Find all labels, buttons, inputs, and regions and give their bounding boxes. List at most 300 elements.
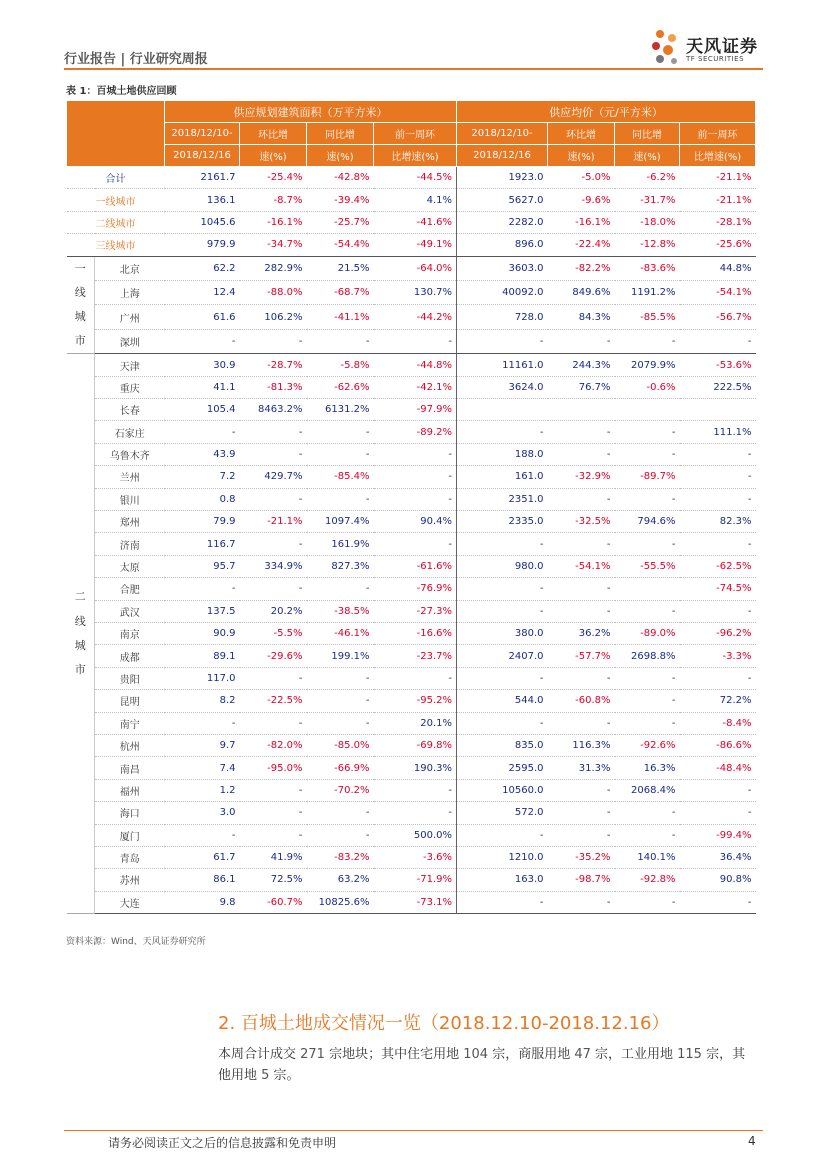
paragraph-text: 本周合计成交 — [218, 1047, 301, 1062]
value-cell: -44.8% — [374, 354, 457, 376]
value-cell: 12.4 — [165, 281, 240, 305]
value-cell: -85.5% — [615, 305, 680, 329]
sub-header-cell: 2018/12/10- — [457, 123, 548, 145]
value-cell: -81.3% — [240, 376, 307, 398]
value-cell: 72.2% — [680, 690, 756, 712]
value-cell: - — [240, 488, 307, 510]
value-cell: -89.2% — [374, 421, 457, 443]
value-cell: -95.2% — [374, 690, 457, 712]
value-cell: - — [680, 779, 756, 801]
value-cell: - — [457, 533, 548, 555]
value-cell: -55.5% — [615, 555, 680, 577]
company-logo — [650, 28, 770, 70]
value-cell: 10560.0 — [457, 779, 548, 801]
value-cell: - — [165, 578, 240, 600]
footer-rule — [64, 1130, 763, 1131]
sub-header-cell: 2018/12/16 — [165, 145, 240, 167]
summary-name: 二线城市 — [67, 211, 165, 233]
value-cell: - — [548, 443, 615, 465]
value-cell: - — [307, 712, 374, 734]
value-cell: 500.0% — [374, 824, 457, 846]
value-cell: - — [307, 488, 374, 510]
tier2-city-row — [67, 533, 756, 555]
value-cell: -42.8% — [307, 167, 374, 189]
city-name: 上海 — [95, 281, 165, 305]
value-cell: 90.9 — [165, 623, 240, 645]
value-cell: 20.1% — [374, 712, 457, 734]
tier2-city-row — [67, 667, 756, 689]
value-cell: - — [240, 421, 307, 443]
value-cell: -0.6% — [615, 376, 680, 398]
value-cell: -99.4% — [680, 824, 756, 846]
value-cell: 728.0 — [457, 305, 548, 329]
value-cell: -35.2% — [548, 846, 615, 868]
value-cell: -12.8% — [615, 234, 680, 256]
value-cell: -46.1% — [307, 623, 374, 645]
tier2-city-row — [67, 600, 756, 622]
value-cell: - — [374, 667, 457, 689]
value-cell: -41.1% — [307, 305, 374, 329]
value-cell: 36.2% — [548, 623, 615, 645]
value-cell: -25.7% — [307, 211, 374, 233]
value-cell: - — [165, 421, 240, 443]
tier1-city-row — [67, 305, 756, 329]
value-cell: - — [374, 443, 457, 465]
value-cell: - — [548, 667, 615, 689]
value-cell: - — [374, 329, 457, 353]
value-cell: -27.3% — [374, 600, 457, 622]
count-value: 5 — [261, 1068, 270, 1083]
value-cell: 79.9 — [165, 511, 240, 533]
value-cell: - — [615, 421, 680, 443]
value-cell: -5.8% — [307, 354, 374, 376]
value-cell: -38.5% — [307, 600, 374, 622]
city-name: 昆明 — [95, 690, 165, 712]
city-name: 杭州 — [95, 734, 165, 756]
value-cell: 9.8 — [165, 891, 240, 913]
value-cell: 1045.6 — [165, 211, 240, 233]
city-name: 兰州 — [95, 466, 165, 488]
value-cell: 835.0 — [457, 734, 548, 756]
value-cell: 2079.9% — [615, 354, 680, 376]
value-cell: - — [457, 329, 548, 353]
paragraph-text: 宗，工业用地 — [590, 1047, 678, 1062]
value-cell: -89.0% — [615, 623, 680, 645]
footer-disclaimer: 请务必阅读正文之后的信息披露和免责申明 — [108, 1136, 337, 1150]
value-cell: - — [457, 891, 548, 913]
value-cell: - — [457, 578, 548, 600]
value-cell: 3603.0 — [457, 256, 548, 280]
value-cell: 244.3% — [548, 354, 615, 376]
value-cell: - — [615, 824, 680, 846]
summary-row — [67, 211, 756, 233]
city-name: 福州 — [95, 779, 165, 801]
value-cell: 44.8% — [680, 256, 756, 280]
value-cell: - — [548, 824, 615, 846]
value-cell: - — [680, 443, 756, 465]
tier2-city-row — [67, 623, 756, 645]
value-cell: 137.5 — [165, 600, 240, 622]
value-cell: 282.9% — [240, 256, 307, 280]
sub-header-cell: 2018/12/16 — [457, 145, 548, 167]
tier2-city-row — [67, 645, 756, 667]
tier2-group-label: 二 线 城 市 — [67, 354, 95, 914]
value-cell: - — [680, 329, 756, 353]
tier2-city-row — [67, 511, 756, 533]
section-title: 2. 百城土地成交情况一览（2018.12.10-2018.12.16） — [218, 1013, 670, 1034]
value-cell: 41.9% — [240, 846, 307, 868]
value-cell: -60.7% — [240, 891, 307, 913]
tier2-city-row — [67, 779, 756, 801]
value-cell: 136.1 — [165, 189, 240, 211]
logo-name-en: TF SECURITIES — [686, 55, 745, 63]
city-name: 重庆 — [95, 376, 165, 398]
value-cell: -6.2% — [615, 167, 680, 189]
tier2-city-row — [67, 488, 756, 510]
value-cell: - — [615, 443, 680, 465]
count-value: 47 — [574, 1047, 591, 1062]
tier2-city-row — [67, 466, 756, 488]
table-sub-header-row — [67, 123, 756, 145]
value-cell: 82.3% — [680, 511, 756, 533]
value-cell — [548, 399, 615, 421]
value-cell: 84.3% — [548, 305, 615, 329]
tier2-city-row — [67, 802, 756, 824]
value-cell: - — [240, 443, 307, 465]
tier2-city-row — [67, 712, 756, 734]
value-cell: -8.4% — [680, 712, 756, 734]
value-cell: -16.1% — [240, 211, 307, 233]
summary-row — [67, 234, 756, 256]
logo-name-cn: 天风证券 — [686, 37, 758, 57]
value-cell: 163.0 — [457, 869, 548, 891]
value-cell: -82.0% — [240, 734, 307, 756]
value-cell: - — [615, 891, 680, 913]
value-cell: -44.2% — [374, 305, 457, 329]
value-cell: - — [615, 600, 680, 622]
value-cell: 90.8% — [680, 869, 756, 891]
value-cell: - — [307, 802, 374, 824]
summary-name: 合计 — [67, 167, 165, 189]
value-cell: - — [307, 578, 374, 600]
value-cell: -61.6% — [374, 555, 457, 577]
value-cell: -83.6% — [615, 256, 680, 280]
header-area-group: 供应规划建筑面积（万平方米） — [165, 101, 457, 123]
value-cell: -5.5% — [240, 623, 307, 645]
value-cell: - — [165, 824, 240, 846]
tier2-city-row — [67, 734, 756, 756]
value-cell: -18.0% — [615, 211, 680, 233]
value-cell: -44.5% — [374, 167, 457, 189]
tier2-city-row — [67, 757, 756, 779]
value-cell: 544.0 — [457, 690, 548, 712]
value-cell: 8.2 — [165, 690, 240, 712]
value-cell: - — [240, 802, 307, 824]
value-cell: 10825.6% — [307, 891, 374, 913]
tier2-city-row — [67, 555, 756, 577]
value-cell: -42.1% — [374, 376, 457, 398]
value-cell: -54.1% — [680, 281, 756, 305]
value-cell: 7.4 — [165, 757, 240, 779]
city-name: 厦门 — [95, 824, 165, 846]
value-cell: -31.7% — [615, 189, 680, 211]
summary-row — [67, 167, 756, 189]
value-cell: -73.1% — [374, 891, 457, 913]
value-cell: -16.1% — [548, 211, 615, 233]
value-cell: 1.2 — [165, 779, 240, 801]
value-cell — [615, 399, 680, 421]
value-cell: -32.5% — [548, 511, 615, 533]
city-name: 太原 — [95, 555, 165, 577]
value-cell: -5.0% — [548, 167, 615, 189]
value-cell: - — [457, 600, 548, 622]
value-cell: -85.4% — [307, 466, 374, 488]
value-cell: -28.7% — [240, 354, 307, 376]
value-cell: 827.3% — [307, 555, 374, 577]
value-cell: - — [615, 802, 680, 824]
value-cell: 61.6 — [165, 305, 240, 329]
value-cell: -21.1% — [680, 189, 756, 211]
value-cell: 1210.0 — [457, 846, 548, 868]
value-cell: 20.2% — [240, 600, 307, 622]
sub-header-cell: 环比增 — [548, 123, 615, 145]
value-cell: - — [680, 600, 756, 622]
value-cell: 43.9 — [165, 443, 240, 465]
city-name: 青岛 — [95, 846, 165, 868]
count-value: 104 — [463, 1047, 489, 1062]
header-corner — [67, 101, 165, 167]
value-cell: -57.7% — [548, 645, 615, 667]
city-name: 合肥 — [95, 578, 165, 600]
value-cell: -29.6% — [240, 645, 307, 667]
city-name: 广州 — [95, 305, 165, 329]
value-cell: 5627.0 — [457, 189, 548, 211]
value-cell: 61.7 — [165, 846, 240, 868]
value-cell: -56.7% — [680, 305, 756, 329]
city-name: 南宁 — [95, 712, 165, 734]
value-cell: -96.2% — [680, 623, 756, 645]
value-cell: - — [548, 802, 615, 824]
value-cell: -62.6% — [307, 376, 374, 398]
value-cell — [680, 399, 756, 421]
value-cell: 41.1 — [165, 376, 240, 398]
value-cell: - — [615, 488, 680, 510]
value-cell: -71.9% — [374, 869, 457, 891]
value-cell: -74.5% — [680, 578, 756, 600]
tier2-city-row — [67, 869, 756, 891]
sub-header-cell: 速(%) — [307, 145, 374, 167]
value-cell: 1097.4% — [307, 511, 374, 533]
value-cell — [457, 399, 548, 421]
city-name: 贵阳 — [95, 667, 165, 689]
city-name: 石家庄 — [95, 421, 165, 443]
value-cell: - — [615, 712, 680, 734]
value-cell: 116.3% — [548, 734, 615, 756]
report-category: 行业报告 | 行业研究周报 — [64, 52, 208, 67]
value-cell: -86.6% — [680, 734, 756, 756]
value-cell: 0.8 — [165, 488, 240, 510]
summary-name: 三线城市 — [67, 234, 165, 256]
value-cell: 16.3% — [615, 757, 680, 779]
table-title: 表 1：百城土地供应回顾 — [66, 86, 177, 97]
value-cell: 794.6% — [615, 511, 680, 533]
value-cell: 896.0 — [457, 234, 548, 256]
city-name: 苏州 — [95, 869, 165, 891]
value-cell: 2595.0 — [457, 757, 548, 779]
tier2-city-row — [67, 354, 756, 376]
paragraph-text: 宗。 — [269, 1068, 300, 1083]
tier2-city-row — [67, 399, 756, 421]
sub-header-cell: 同比增 — [615, 123, 680, 145]
page-number: 4 — [748, 1134, 756, 1148]
tier1-city-row — [67, 256, 756, 280]
city-name: 长春 — [95, 399, 165, 421]
tier2-city-row — [67, 443, 756, 465]
sub-header-cell: 2018/12/10- — [165, 123, 240, 145]
value-cell: - — [240, 667, 307, 689]
tier2-city-row — [67, 846, 756, 868]
land-supply-table — [66, 100, 756, 914]
value-cell: 188.0 — [457, 443, 548, 465]
value-cell: 429.7% — [240, 466, 307, 488]
value-cell: -82.2% — [548, 256, 615, 280]
value-cell: 2407.0 — [457, 645, 548, 667]
value-cell: 1191.2% — [615, 281, 680, 305]
value-cell: 72.5% — [240, 869, 307, 891]
value-cell: - — [548, 488, 615, 510]
value-cell: -21.1% — [680, 167, 756, 189]
sub-header-cell: 前一周环 — [680, 123, 756, 145]
value-cell: 111.1% — [680, 421, 756, 443]
sub-header-cell: 速(%) — [240, 145, 307, 167]
value-cell: - — [548, 779, 615, 801]
value-cell: - — [374, 779, 457, 801]
value-cell: - — [457, 824, 548, 846]
sub-header-cell: 速(%) — [548, 145, 615, 167]
value-cell: - — [240, 824, 307, 846]
value-cell: -92.8% — [615, 869, 680, 891]
value-cell: 380.0 — [457, 623, 548, 645]
value-cell: 2351.0 — [457, 488, 548, 510]
value-cell: 1923.0 — [457, 167, 548, 189]
tier2-city-row — [67, 891, 756, 913]
value-cell: 2068.4% — [615, 779, 680, 801]
value-cell: -69.8% — [374, 734, 457, 756]
value-cell: 2282.0 — [457, 211, 548, 233]
city-name: 深圳 — [95, 329, 165, 353]
value-cell: -53.6% — [680, 354, 756, 376]
value-cell: - — [165, 712, 240, 734]
value-cell: 140.1% — [615, 846, 680, 868]
value-cell: -32.9% — [548, 466, 615, 488]
value-cell: 116.7 — [165, 533, 240, 555]
value-cell — [615, 578, 680, 600]
value-cell: -9.6% — [548, 189, 615, 211]
value-cell: - — [307, 667, 374, 689]
value-cell: -85.0% — [307, 734, 374, 756]
value-cell: 849.6% — [548, 281, 615, 305]
value-cell: 63.2% — [307, 869, 374, 891]
tier1-city-row — [67, 329, 756, 353]
value-cell: 2335.0 — [457, 511, 548, 533]
value-cell: -88.0% — [240, 281, 307, 305]
paragraph-text: 宗，商服用地 — [488, 1047, 575, 1062]
city-name: 北京 — [95, 256, 165, 280]
value-cell: -95.0% — [240, 757, 307, 779]
value-cell: - — [548, 712, 615, 734]
count-value: 115 — [677, 1047, 702, 1062]
section-paragraph — [218, 1044, 758, 1086]
value-cell: 190.3% — [374, 757, 457, 779]
tier1-group-label: 一 线 城 市 — [67, 256, 95, 354]
value-cell: - — [307, 443, 374, 465]
sub-header-cell: 比增速(%) — [374, 145, 457, 167]
value-cell: - — [307, 824, 374, 846]
value-cell: -83.2% — [307, 846, 374, 868]
value-cell: 979.9 — [165, 234, 240, 256]
value-cell: - — [548, 329, 615, 353]
value-cell: - — [240, 329, 307, 353]
value-cell: 11161.0 — [457, 354, 548, 376]
value-cell: 4.1% — [374, 189, 457, 211]
tier2-city-row — [67, 578, 756, 600]
value-cell: -3.3% — [680, 645, 756, 667]
tier2-city-row — [67, 824, 756, 846]
value-cell: 2161.7 — [165, 167, 240, 189]
tier2-city-row — [67, 690, 756, 712]
sub-header-cell: 比增速(%) — [680, 145, 756, 167]
city-name: 乌鲁木齐 — [95, 443, 165, 465]
value-cell: -22.4% — [548, 234, 615, 256]
value-cell: - — [307, 690, 374, 712]
value-cell: - — [548, 421, 615, 443]
value-cell: - — [374, 533, 457, 555]
city-name: 成都 — [95, 645, 165, 667]
value-cell: 980.0 — [457, 555, 548, 577]
value-cell: - — [680, 802, 756, 824]
city-name: 济南 — [95, 533, 165, 555]
value-cell: - — [680, 891, 756, 913]
city-name: 天津 — [95, 354, 165, 376]
table-source: 资料来源：Wind、天风证券研究所 — [66, 937, 206, 947]
tier1-city-row — [67, 281, 756, 305]
value-cell: - — [548, 578, 615, 600]
value-cell: 62.2 — [165, 256, 240, 280]
value-cell: - — [615, 690, 680, 712]
value-cell: -25.6% — [680, 234, 756, 256]
value-cell: - — [307, 329, 374, 353]
value-cell: 105.4 — [165, 399, 240, 421]
value-cell: -64.0% — [374, 256, 457, 280]
value-cell: 21.5% — [307, 256, 374, 280]
value-cell: 9.7 — [165, 734, 240, 756]
value-cell: -60.8% — [548, 690, 615, 712]
value-cell: 6131.2% — [307, 399, 374, 421]
value-cell: 89.1 — [165, 645, 240, 667]
value-cell: - — [548, 533, 615, 555]
value-cell: 334.9% — [240, 555, 307, 577]
value-cell: - — [457, 712, 548, 734]
value-cell: -21.1% — [240, 511, 307, 533]
value-cell: - — [615, 533, 680, 555]
value-cell: 161.0 — [457, 466, 548, 488]
value-cell: 90.4% — [374, 511, 457, 533]
value-cell: -41.6% — [374, 211, 457, 233]
city-name: 银川 — [95, 488, 165, 510]
value-cell: 7.2 — [165, 466, 240, 488]
value-cell: - — [240, 578, 307, 600]
value-cell: -22.5% — [240, 690, 307, 712]
